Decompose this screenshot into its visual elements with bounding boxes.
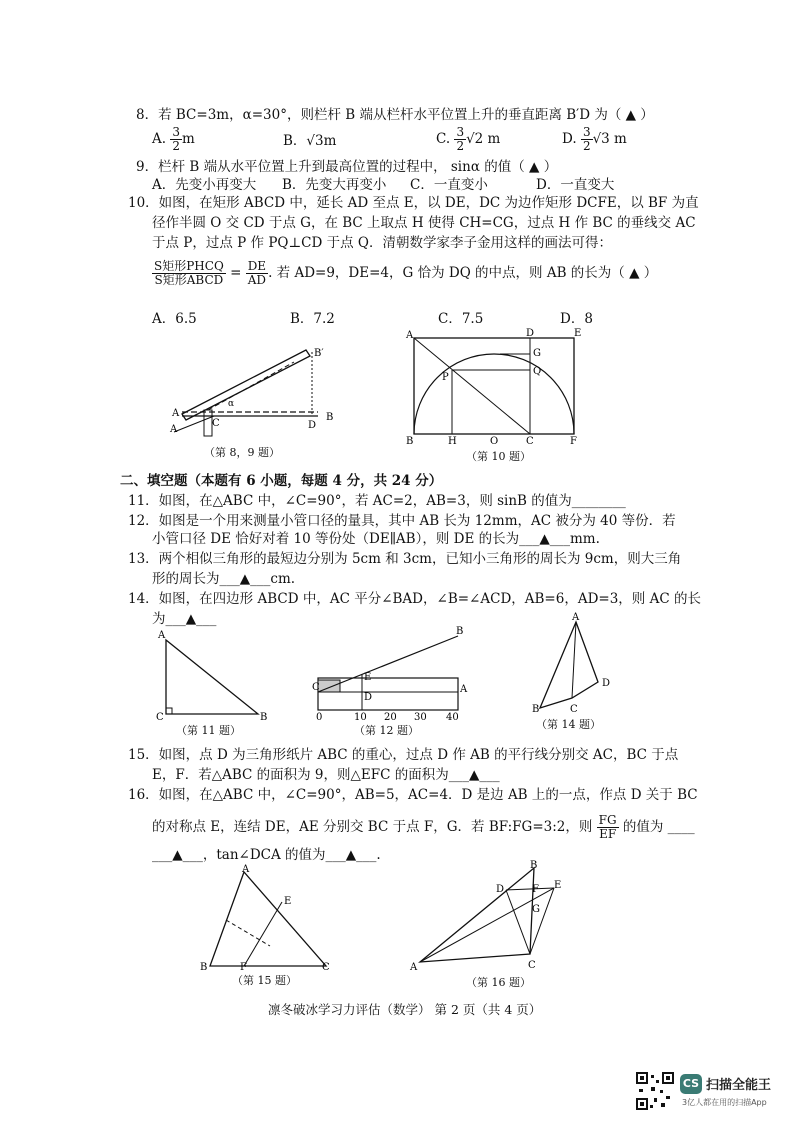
fig15-segment-fe [244,902,282,966]
fig12-tick-10: 10 [354,712,367,722]
q8-option-d [562,126,627,153]
fig10-label-f: F [570,436,577,447]
q8-c-unit: √2 m [466,131,501,147]
q10-option-d: D．8 [560,311,593,327]
figure-12 [310,626,470,722]
fig15-label-a: A [242,864,250,875]
q8-option-c-label: C. [436,131,451,147]
fig11-right-angle-mark [166,708,172,714]
q8-d-num: 3 [582,125,591,139]
q8-d-den: 2 [582,139,591,153]
fig15-label-e: E [284,896,292,907]
fig15-triangle [210,872,326,966]
q8-option-d-fraction [581,126,593,153]
q16-line3: ___▲___，tan∠DCA 的值为___▲___. [152,847,381,863]
fig10-label-b: B [406,436,414,447]
fig14-label-a: A [572,612,580,623]
q10-line4: . 若 AD=9，DE=4，G 恰为 DQ 的中点，则 AB 的长为（ ▲ ） [268,265,658,281]
q8-c-num: 3 [456,125,465,139]
q8-d-unit: √3 m [592,131,627,147]
page-footer: 凛冬破冰学习力评估（数学） 第 2 页（共 4 页） [268,1002,542,1017]
fig14-quadrilateral [540,622,598,708]
figure-16 [408,858,568,974]
fig11-label-b: B [260,712,268,723]
fig10-label-o: O [490,436,499,447]
fig16-triangle-abc [420,868,534,962]
q10-option-a: A．6.5 [152,311,197,327]
section-2-title: 二、填空题（本题有 6 小题，每题 4 分，共 24 分） [120,473,443,489]
fig14-diagonal-ac [572,622,576,698]
scanner-logo: CS [680,1074,702,1094]
fig16-label-c: C [528,960,536,971]
q16-line2a: 的对称点 E，连结 DE，AE 分别交 BC 于点 F，G．若 BF:FG=3:2，则 [152,819,593,835]
q10-option-c: C．7.5 [438,311,484,327]
fig89-label-a-lower: A [170,424,178,435]
fig89-label-bprime: B′ [314,348,324,359]
fig89-post [204,410,212,436]
fig89-label-d: D [308,420,317,431]
q16-line1: 16．如图，在△ABC 中，∠C=90°，AB=5，AC=4．D 是边 AB 上的一点，作点 D 关于 BC [128,787,698,803]
fig10-label-h: H [448,436,457,447]
q16-fraction [597,814,619,841]
q8-option-a-fraction [170,126,182,153]
fig14-label-d: D [602,678,611,689]
q8-option-d-label: D. [562,131,577,147]
q8-c-den: 2 [456,139,465,153]
fig10-semicircle [414,354,574,434]
q8-option-c [436,126,500,153]
q10-ratio-eq: = [230,265,242,281]
fig16-label-f: F [532,884,539,895]
fig14-caption: （第 14 题） [536,718,601,731]
fig89-label-a: A [172,408,180,419]
fig16-label-d: D [496,884,505,895]
q8-option-a-label: A. [152,131,167,147]
fig89-bar-stripes [208,362,294,410]
fig12-segment-cb [318,636,458,692]
fig12-tick-30: 30 [414,712,427,722]
q16-frac-den: EF [599,827,617,841]
q10-area-ratio [152,260,226,287]
q10-option-b: B．7.2 [290,311,335,327]
figure-10 [400,326,592,450]
q14-line2: 为___▲___ [152,611,217,627]
q9-option-c: C．一直变小 [410,177,488,193]
q12-line1: 12．如图是一个用来测量小管口径的量具，其中 AB 长为 12mm，AC 被分为 40 等份．若 [128,513,676,529]
q15-line1: 15．如图，点 D 为三角形纸片 ABC 的重心，过点 D 作 AB 的平行线分别交 AC，BC 于点 [128,747,679,763]
q10-length-ratio [246,260,268,287]
q9-stem: 9．栏杆 B 端从水平位置上升到最高位置的过程中， sinα 的值（ ▲ ） [136,159,558,175]
fig15-label-f: F [240,962,247,972]
q10-ratio-line [152,260,657,287]
q8-a-num: 3 [172,125,180,139]
q9-option-d: D．一直变大 [536,177,615,193]
fig11-caption: （第 11 题） [176,724,241,737]
fig14-label-b: B [532,704,540,715]
fig89-ground-hatch [174,416,214,432]
fig12-caption: （第 12 题） [354,724,419,737]
fig12-label-e: E [364,672,372,683]
q16-line2 [152,814,695,841]
figure-14 [520,612,620,720]
fig16-label-e: E [554,880,562,891]
fig10-label-a: A [406,330,414,341]
q13-line2: 形的周长为___▲___cm. [152,571,296,587]
q10-line3: 于点 P，过点 P 作 PQ⊥CD 于点 Q．清朝数学家李子金用这样的画法可得： [152,235,612,251]
fig16-label-a: A [410,962,418,973]
q8-stem: 8．若 BC=3m，α=30°，则栏杆 B 端从栏杆水平位置上升的垂直距离 B′D 为（ ▲ ） [136,107,654,123]
q10-ratio-den2: AD [247,273,267,287]
fig12-label-b: B [456,626,464,637]
fig10-label-c: C [526,436,534,447]
fig89-raised-bar [182,350,310,420]
fig10-label-q: Q [533,366,542,377]
fig15-caption: （第 15 题） [232,974,297,987]
q12-line2: 小管口径 DE 恰好对着 10 等份处（DE∥AB），则 DE 的长为___▲___mm. [152,531,600,547]
fig89-caption: （第 8，9 题） [204,446,280,459]
fig10-diagonal-ac [414,338,530,434]
figure-8-9 [168,340,340,460]
q8-a-unit: m [181,131,195,147]
fig12-label-c: C [312,682,320,693]
fig16-label-b: B [530,860,538,871]
q8-option-c-fraction [454,126,466,153]
fig16-label-g: G [532,904,540,915]
q9-option-a: A．先变小再变大 [152,177,257,193]
q9-option-b: B．先变大再变小 [282,177,387,193]
fig15-label-b: B [200,962,208,972]
fig15-label-c: C [322,962,330,972]
fig10-label-p: P [442,372,449,383]
fig10-label-e: E [574,328,582,339]
q8-option-a [152,126,195,153]
q8-a-den: 2 [172,139,180,153]
fig12-label-a: A [460,684,468,695]
q10-ratio-num2: DE [247,259,267,273]
fig14-label-c: C [570,704,578,715]
scanner-slogan: 3亿人都在用的扫描App [682,1098,767,1107]
fig16-segment-ae [420,888,554,962]
figure-15 [196,864,342,972]
q13-line1: 13．两个相似三角形的最短边分别为 5cm 和 3cm，已知小三角形的周长为 9cm，则大三角 [128,551,682,567]
fig89-label-b: B [326,412,334,423]
q16-line2b: 的值为 ____ [622,819,695,835]
fig12-tick-40: 40 [446,712,459,722]
q16-frac-num: FG [598,813,617,827]
figure-11 [150,628,280,724]
q15-line2: E，F．若△ABC 的面积为 9，则△EFC 的面积为___▲___ [152,767,500,783]
fig89-label-c: C [212,418,220,429]
q14-line1: 14．如图，在四边形 ABCD 中，AC 平分∠BAD，∠B=∠ACD，AB=6，AD=3，则 AC 的长 [128,591,701,607]
q10-line1: 10．如图，在矩形 ABCD 中，延长 AD 至点 E，以 DE，DC 为边作矩形 DCFE，以 BF 为直 [128,195,699,211]
q10-line2: 径作半圆 O 交 CD 于点 G，在 BC 上取点 H 使得 CH=CG，过点 H 作 BC 的垂线交 AC [152,215,696,231]
fig10-label-d: D [526,328,535,339]
q10-ratio-num: S矩形PHCQ [154,259,224,273]
fig12-label-d: D [364,692,373,703]
fig10-rect-abfe [414,338,574,434]
q11-text: 11．如图，在△ABC 中，∠C=90°，若 AC=2，AB=3，则 sinB 的值为________ [128,493,626,509]
fig12-tick-0: 0 [316,712,323,722]
qr-code [636,1072,674,1110]
q8-option-b: B．√3m [283,133,337,149]
fig16-segment-ec [530,888,554,954]
fig11-triangle [166,640,258,714]
fig12-tick-20: 20 [384,712,397,722]
fig16-segment-de [506,888,554,890]
fig11-label-a: A [158,630,166,641]
fig10-caption: （第 10 题） [466,450,531,463]
fig16-caption: （第 16 题） [466,976,531,989]
fig89-label-alpha: α [228,399,235,409]
scanner-brand: 扫描全能王 [706,1078,772,1093]
fig16-segment-dc [506,890,530,954]
fig11-label-c: C [156,712,164,723]
fig10-label-g: G [533,348,541,359]
q10-ratio-den: S矩形ABCD [154,273,224,287]
